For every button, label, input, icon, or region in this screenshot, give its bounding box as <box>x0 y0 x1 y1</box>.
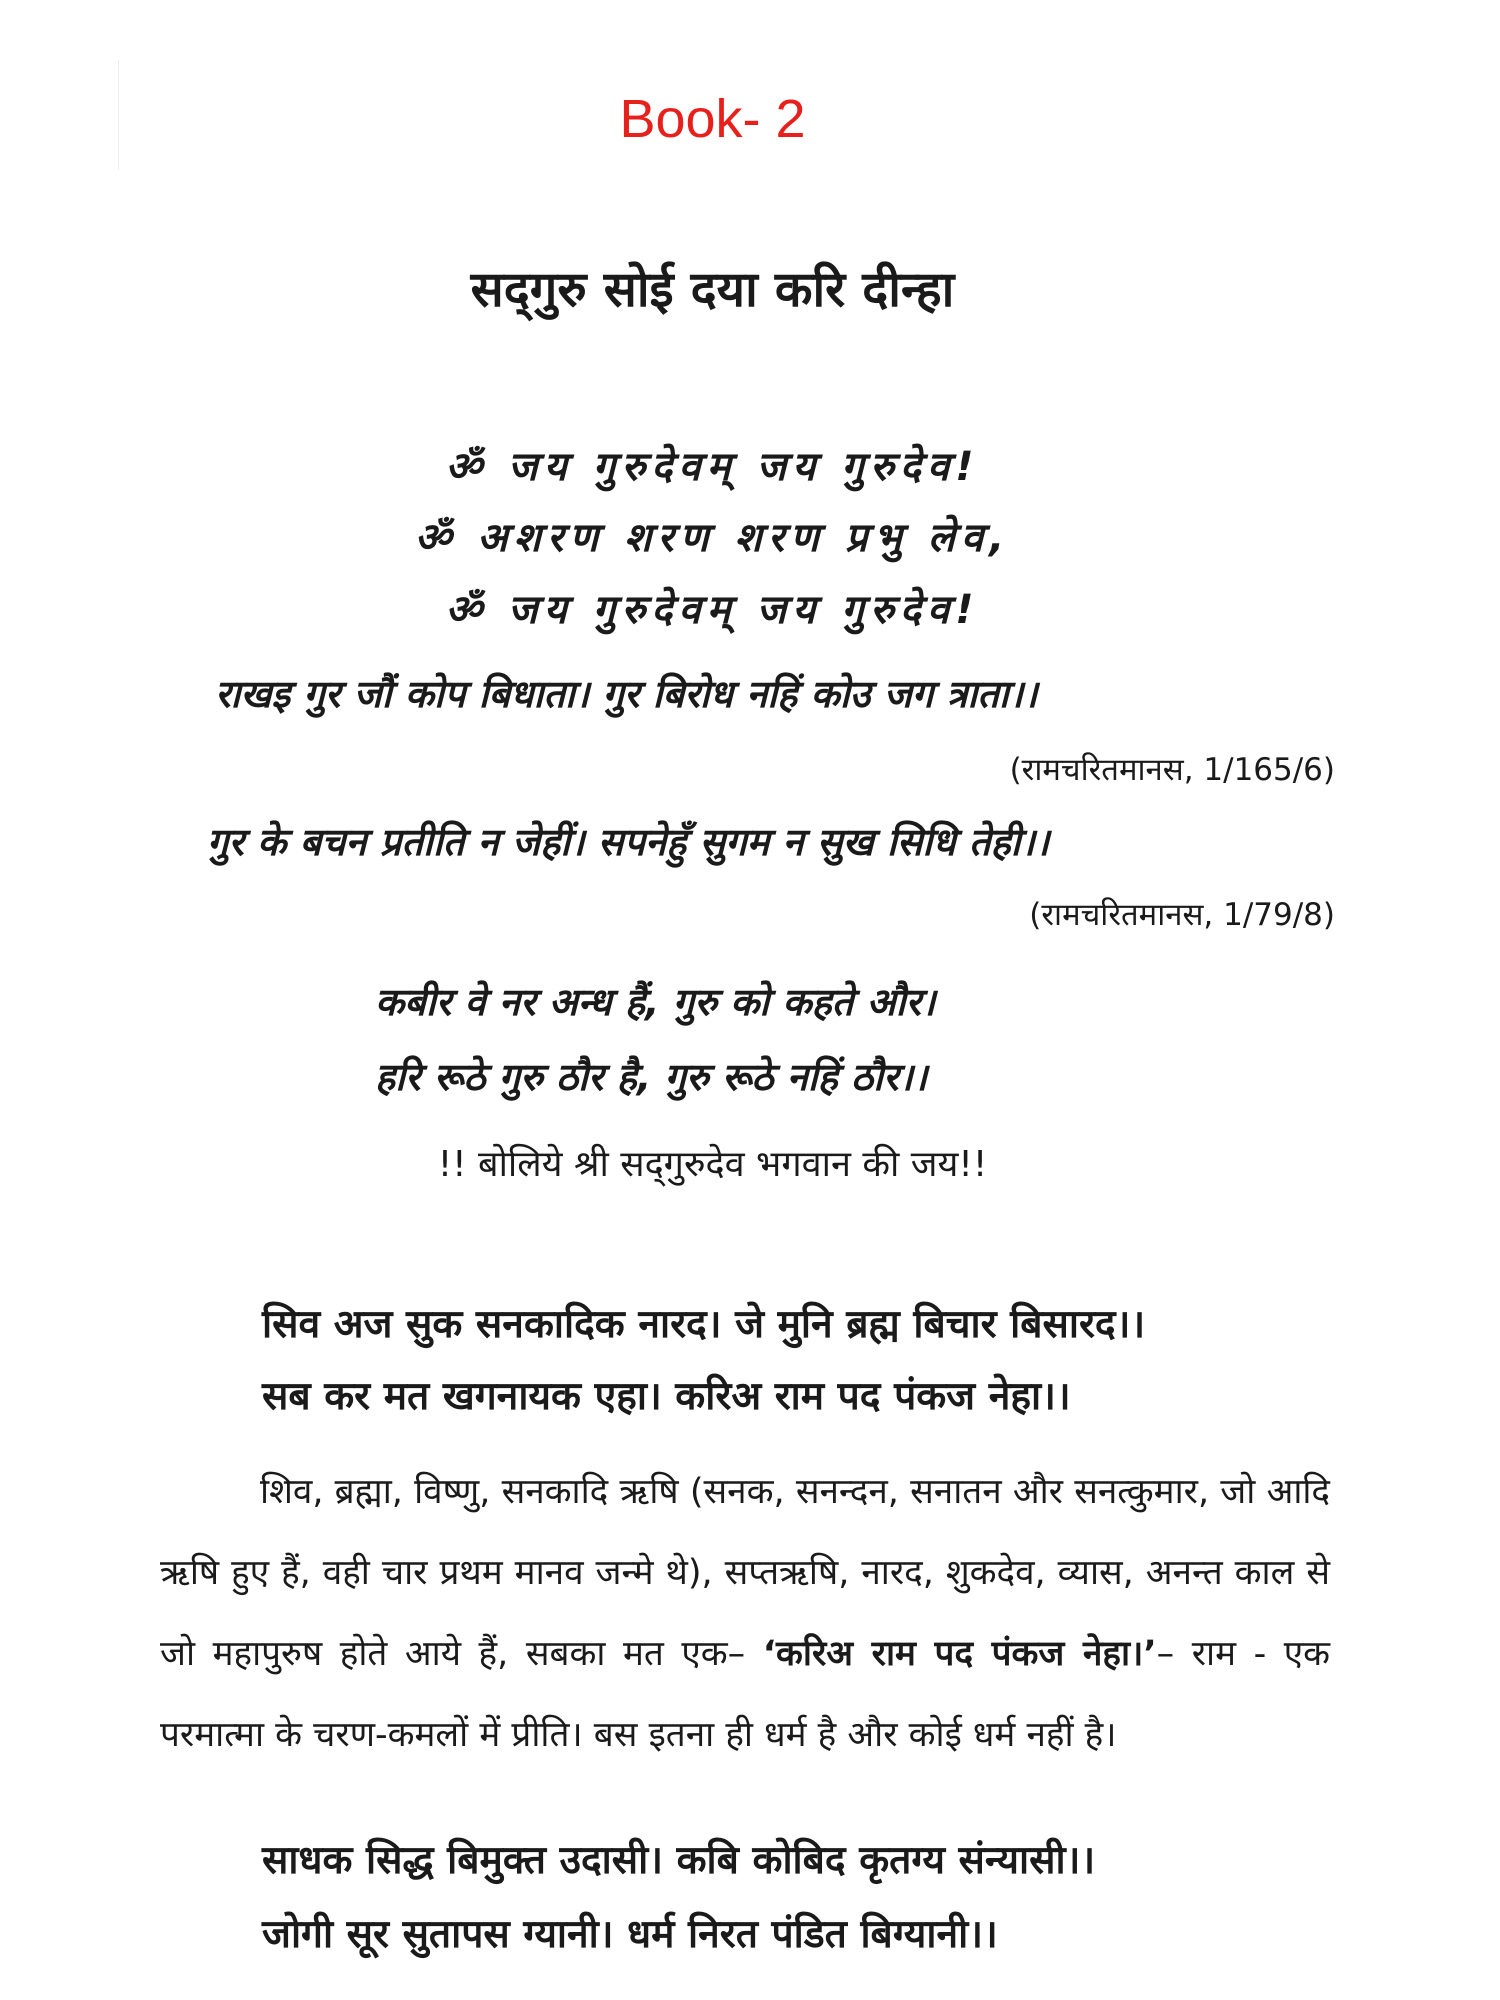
chaupai-1-reference: (रामचरितमानस, 1/165/6) <box>1009 752 1335 788</box>
mantra-line-3: ॐ जय गुरुदेवम्‌ जय गुरुदेव! <box>445 587 980 633</box>
verse-b-line-2: जोगी सूर सुतापस ग्यानी। धर्म निरत पंडित बिग्यानी।। <box>262 1912 998 1957</box>
commentary-paragraph <box>160 1452 1330 1776</box>
doha-line-1: कबीर वे नर अन्ध हैं, गुरु को कहते और। <box>375 980 936 1024</box>
verse-a-line-2: सब कर मत खगनायक एहा। करिअ राम पद पंकज नेहा।। <box>262 1374 1071 1419</box>
book-label: Book- 2 <box>619 89 806 149</box>
paragraph-quote: ‘करिअ राम पद पंकज नेहा।’ <box>762 1634 1157 1674</box>
jaykar-line: !! बोलिये श्री सद्‌गुरुदेव भगवान की जय!! <box>437 1144 988 1185</box>
chaupai-2: गुर के बचन प्रतीति न जेहीं। सपनेहुँ सुगम न सुख सिधि तेही।। <box>207 820 1050 864</box>
paragraph-text-1: शिव, ब्रह्मा, विष्णु, सनकादि ऋषि (सनक, सनन्दन, सनातन और सनत्कुमार, जो आदि ऋषि हुए हैं, वही चार प्रथम मानव जन्मे थे), सप्तऋषि, नारद, शुकदेव, व्यास, अनन्त काल से जो महापुरुष होते आये हैं, सबका मत एक– <box>160 1472 1330 1674</box>
paragraph-text-2: – राम - एक परमात्मा के चरण-कमलों में प्रीति। बस इतना ही धर्म है और कोई धर्म नहीं है। <box>160 1634 1330 1755</box>
verse-a-line-1: सिव अज सुक सनकादिक नारद। जे मुनि ब्रह्म बिचार बिसारद।। <box>262 1302 1146 1347</box>
chaupai-2-reference: (रामचरितमानस, 1/79/8) <box>1029 897 1335 933</box>
mantra-line-1: ॐ जय गुरुदेवम्‌ जय गुरुदेव! <box>445 444 980 490</box>
mantra-line-2: ॐ अशरण शरण शरण प्रभु लेव, <box>414 515 1011 561</box>
doha-line-2: हरि रूठे गुरु ठौर है, गुरु रूठे नहिं ठौर।। <box>375 1055 928 1099</box>
verse-b-line-1: साधक सिद्ध बिमुक्त उदासी। कबि कोबिद कृतग्य संन्यासी।। <box>262 1838 1096 1883</box>
chaupai-1: राखइ गुर जौं कोप बिधाता। गुर बिरोध नहिं कोउ जग त्राता।। <box>215 672 1038 716</box>
chapter-title: सद्‌गुरु सोई दया करि दीन्हा <box>470 261 955 318</box>
